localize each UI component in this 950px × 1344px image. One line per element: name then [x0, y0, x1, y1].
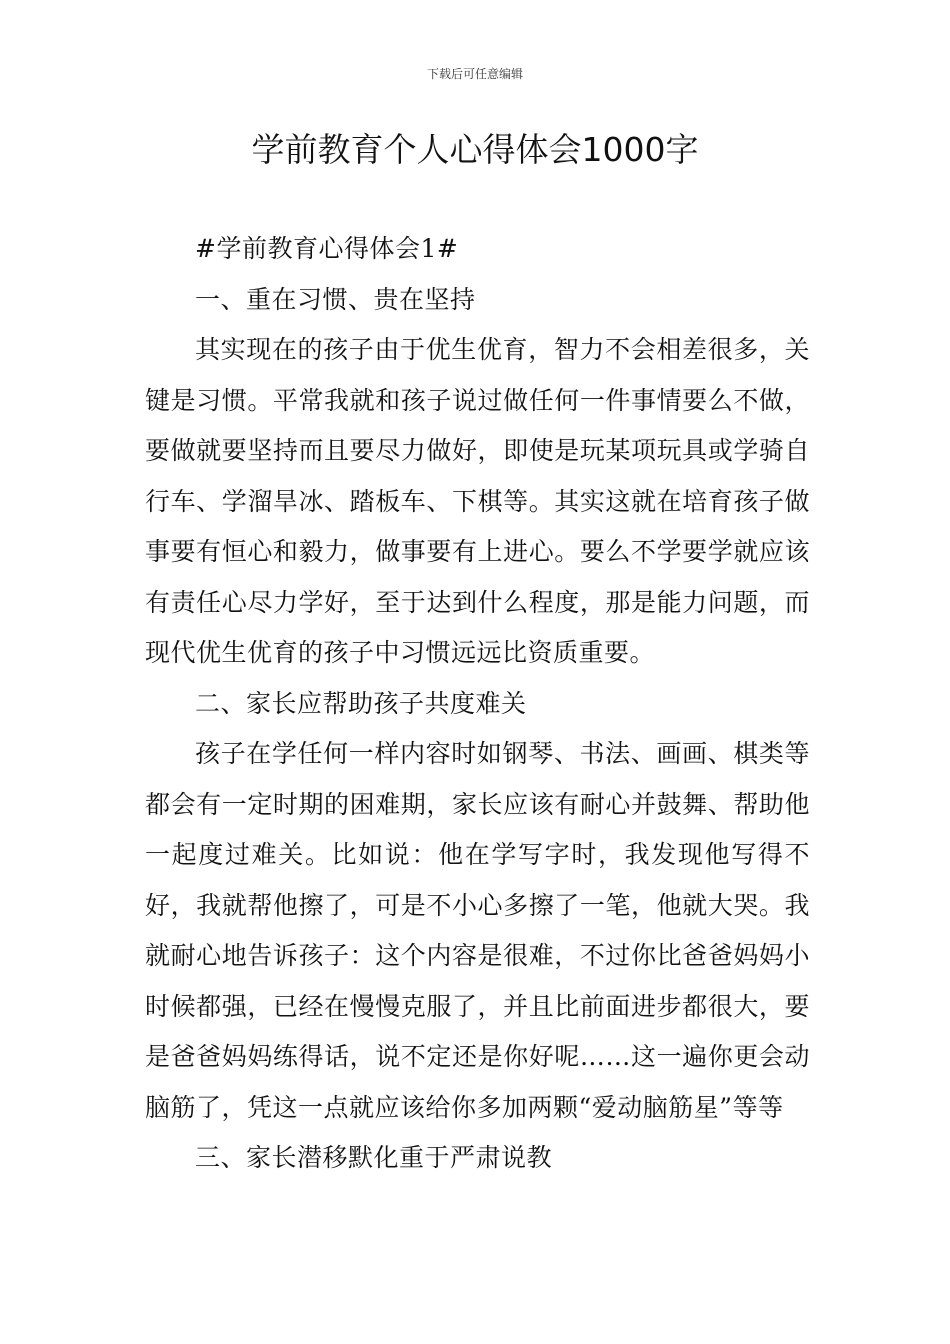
- body-paragraph-1: 其实现在的孩子由于优生优育，智力不会相差很多，关键是习惯。平常我就和孩子说过做任何一件事情要么不做，要做就要坚持而且要尽力做好，即使是玩某项玩具或学骑自行车、学溜旱冰、踏板车、下棋等。其实这就在培育孩子做事要有恒心和毅力，做事要有上进心。要么不学要学就应该有责任心尽力学好，至于达到什么程度，那是能力问题，而现代优生优育的孩子中习惯远远比资质重要。: [145, 335, 810, 667]
- section-heading-3: 三、家长潜移默化重于严肃说教: [195, 1143, 553, 1172]
- body-paragraph-2: 孩子在学任何一样内容时如钢琴、书法、画画、棋类等都会有一定时期的困难期，家长应该有耐心并鼓舞、帮助他一起度过难关。比如说：他在学写字时，我发现他写得不好，我就帮他擦了，可是不小心多擦了一笔，他就大哭。我就耐心地告诉孩子：这个内容是很难，不过你比爸爸妈妈小时候都强，已经在慢慢克服了，并且比前面进步都很大，要是爸爸妈妈练得话，说不定还是你好呢……这一遍你更会动脑筋了，凭这一点就应该给你多加两颗“爱动脑筋星”等等: [145, 739, 810, 1122]
- document-title: 学前教育个人心得体会1000字: [251, 130, 699, 169]
- document-body: [145, 224, 810, 1184]
- section-heading-1: 一、重在习惯、贵在坚持: [195, 284, 476, 314]
- section-heading-2: 二、家长应帮助孩子共度难关: [195, 688, 527, 718]
- section-marker: #学前教育心得体会1#: [195, 234, 459, 263]
- header-note: 下载后可任意编辑: [426, 67, 523, 81]
